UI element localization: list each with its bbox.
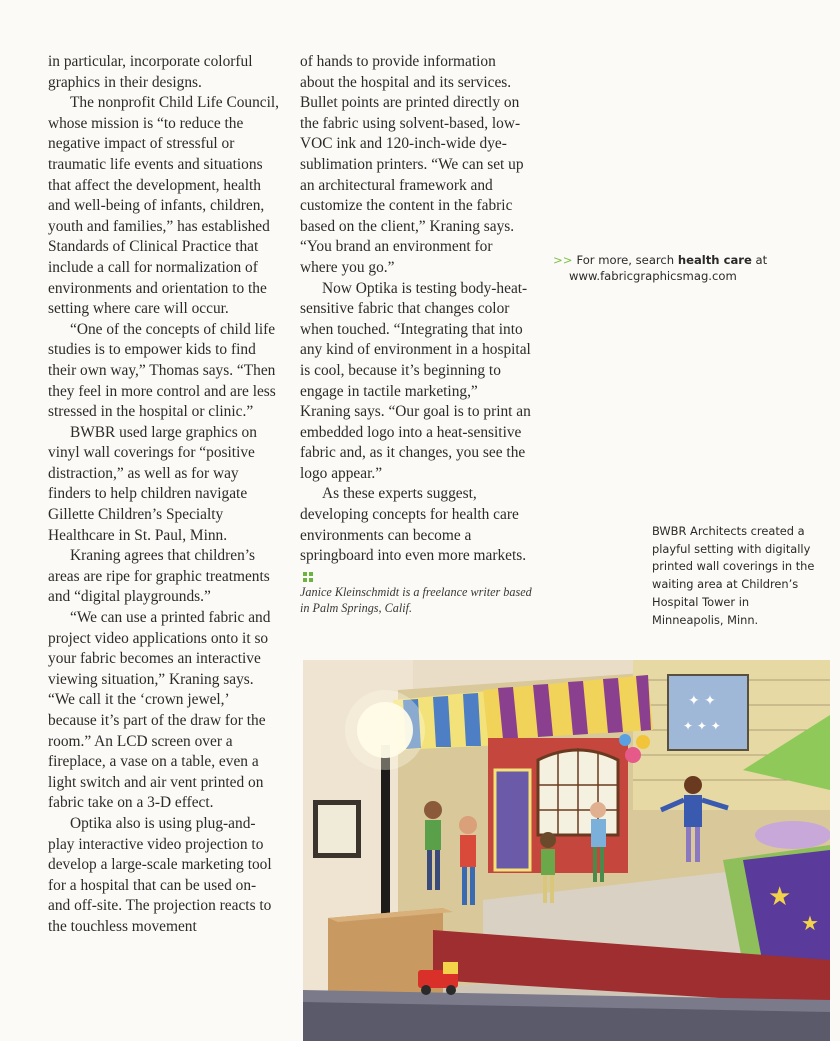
more-suffix: at: [751, 253, 768, 267]
paragraph: The nonprofit Child Life Council, whose mission is “to reduce the negative impact of stressful or traumatic life events and situations that affect the development, health and well-being of infants, children, youth and families,” has established Standards of Clinical Practice that include a call for normalization of environments and orientation to the setting where care will occur.: [48, 94, 280, 318]
paragraph: Now Optika is testing body-heat-sensitive fabric that changes color when touched. “Integrating that into any kind of environment in a hospital is cool, because it’s beginning to engage in tactile marketing,” Kraning says. “Our goal is to print an embedded logo into a heat-sensitive fabric and, as it changes, you see the logo appear.”: [300, 279, 531, 482]
paragraph: Optika also is using plug-and-play interactive video projection to develop a large-scale marketing tool for a hospital that can be used on- and off-site. The projection reacts to the touchless movement: [48, 814, 272, 935]
svg-text:★: ★: [768, 882, 792, 912]
more-prefix: For more, search: [576, 253, 678, 267]
article-column-1: [48, 52, 280, 938]
end-mark-icon: [303, 572, 313, 582]
search-more-note: [553, 253, 813, 284]
paragraph: of hands to provide information about the hospital and its services. Bullet points are printed directly on the fabric using solvent-based, low-VOC ink and 120-inch-wide dye-sublimation printers. “We can set up an architectural framework and customize the content in the fabric based on the client,” Kraning says. “You brand an environment for where you go.”: [300, 53, 524, 276]
svg-text:★: ★: [801, 911, 819, 935]
svg-text:✦ ✦ ✦: ✦ ✦ ✦: [683, 719, 721, 733]
author-byline: Janice Kleinschmidt is a freelance writer based in Palm Springs, Calif.: [300, 585, 532, 615]
paragraph-text: As these experts suggest, developing concepts for health care environments can become a springboard into even more markets.: [300, 485, 527, 565]
paragraph: Kraning agrees that children’s areas are ripe for graphic treatments and “digital playgrounds.”: [48, 547, 270, 606]
double-chevron-icon: >>: [553, 253, 573, 267]
paragraph-final: [300, 484, 532, 587]
photo-caption: BWBR Architects created a playful setting with digitally printed wall coverings in the waiting area at Children’s Hospital Tower in Minneapolis, Minn.: [652, 524, 815, 627]
search-term: health care: [677, 253, 752, 267]
paragraph: in particular, incorporate colorful graphics in their designs.: [48, 53, 253, 91]
svg-text:✦ ✦: ✦ ✦: [688, 693, 716, 709]
paragraph: “We can use a printed fabric and project video applications onto it so your fabric becomes an interactive viewing situation,” Kraning says. “We call it the ‘crown jewel,’ because it’s part of the draw for the room.” An LCD screen over a fireplace, a vase on a table, even a light switch and air vent printed on fabric take on a 3-D effect.: [48, 609, 271, 812]
mural-illustration: [303, 660, 830, 1041]
paragraph: “One of the concepts of child life studies is to empower kids to find their own way,” Thomas says. “Then they feel in more control and are less stressed in the hospital or clinic.”: [48, 320, 276, 421]
website-link[interactable]: www.fabricgraphicsmag.com: [569, 268, 737, 283]
article-column-2: [300, 52, 532, 587]
paragraph: BWBR used large graphics on vinyl wall coverings for “positive distraction,” as well as for way finders to help children navigate Gillette Children’s Specialty Healthcare in St. Paul, Minn.: [48, 423, 257, 544]
waiting-area-photo: [303, 660, 830, 1041]
